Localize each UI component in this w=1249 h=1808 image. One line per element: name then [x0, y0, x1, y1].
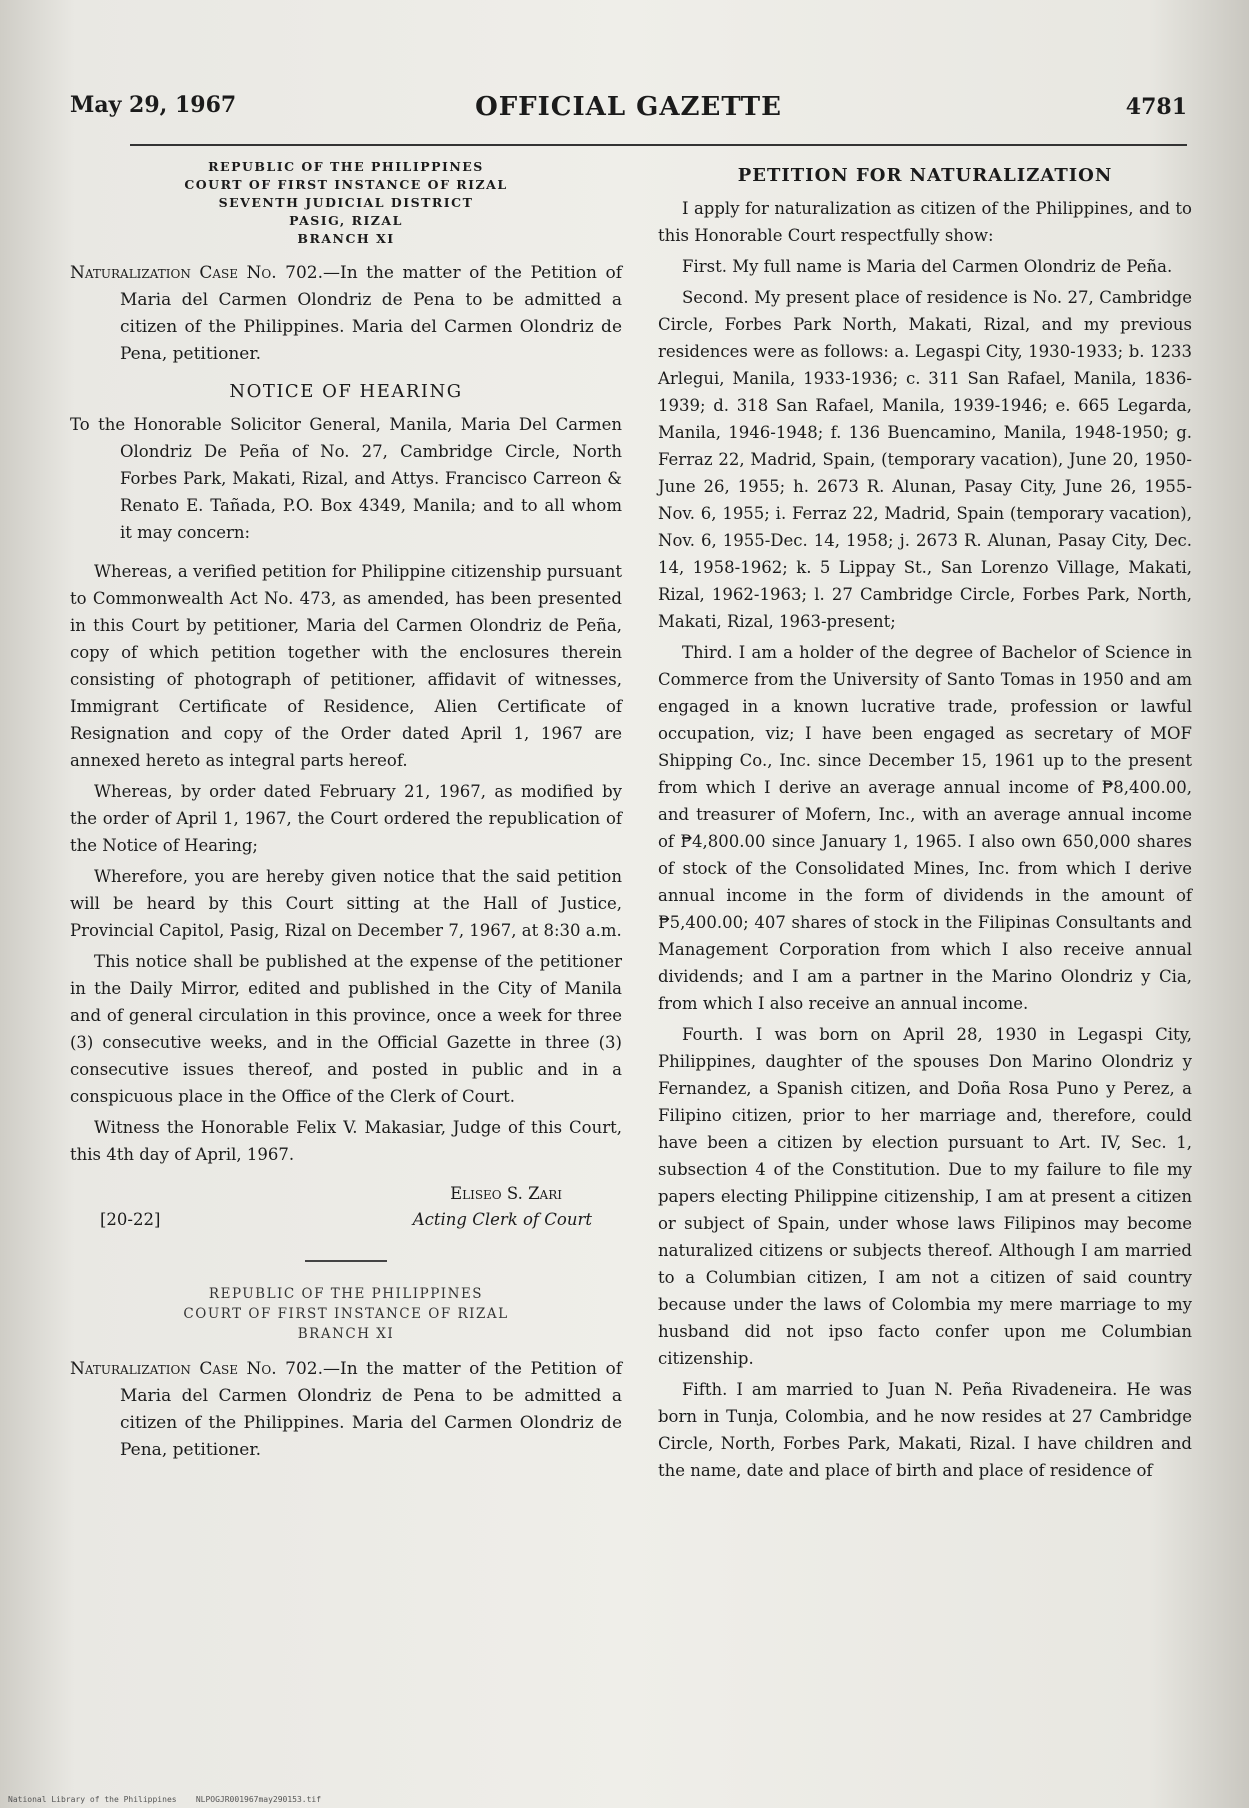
court-caption-1 — [70, 158, 622, 248]
case-label: Naturalization Case No. 702. — [70, 263, 323, 283]
header-rule — [130, 144, 1187, 146]
court-line: PASIG, RIZAL — [289, 213, 403, 228]
publication-ref: [20-22] — [100, 1210, 161, 1229]
court-line: BRANCH XI — [297, 1326, 395, 1342]
petition-paragraph: Fifth. I am married to Juan N. Peña Rivadeneira. He was born in Tunja, Colombia, and he now resides at 27 Cambridge Circle, North, Forbes Park, Makati, Rizal. I have children and the name, date and place of birth and place of residence of — [658, 1380, 1192, 1480]
case-caption-1 — [70, 260, 622, 368]
petition-paragraph: First. My full name is Maria del Carmen Olondriz de Peña. — [682, 257, 1173, 276]
case-caption-2 — [70, 1356, 622, 1464]
notice-paragraph: Witness the Honorable Felix V. Makasiar, Judge of this Court, this 4th day of April, 1967. — [70, 1118, 622, 1164]
signature-block — [70, 1180, 622, 1234]
petition-paragraph: Fourth. I was born on April 28, 1930 in Legaspi City, Philippines, daughter of the spouses Don Marino Olondriz y Fernandez, a Spanish citizen, and Doña Rosa Puno y Perez, a Filipino citizen, prior to her marriage and, therefore, could have been a citizen by election pursuant to Art. IV, Sec. 1, subsection 4 of the Constitution. Due to my failure to file my papers electing Philippine citizenship, I am at present a citizen or subject of Spain, under whose laws Filipinos may become naturalized citizens or subjects thereof. Although I am married to a Columbian citizen, I am not a citizen of said country because under the laws of Colombia my mere marriage to my husband did not ipso facto confer upon me Columbian citizenship. — [658, 1025, 1192, 1368]
notice-paragraph: This notice shall be published at the expense of the petitioner in the Daily Mirror, edited and published in the City of Manila and of general circulation in this province, once a week for three (3) consecutive weeks, and in the Official Gazette in three (3) consecutive issues thereof, and posted in public and in a conspicuous place in the Office of the Clerk of Court. — [70, 952, 622, 1106]
notice-paragraph: Whereas, a verified petition for Philippine citizenship pursuant to Commonwealth Act No. 473, as amended, has been presented in this Court by petitioner, Maria del Carmen Olondriz de Peña, copy of which petition together with the enclosures therein consisting of photograph of petitioner, affidavit of witnesses, Immigrant Certificate of Residence, Alien Certificate of Resignation and copy of the Order dated April 1, 1967 are annexed hereto as integral parts hereof. — [70, 562, 622, 770]
page-header — [70, 92, 1187, 132]
page-number: 4781 — [1125, 94, 1187, 120]
court-line: BRANCH XI — [297, 231, 395, 246]
court-line: SEVENTH JUDICIAL DISTRICT — [218, 195, 474, 210]
notice-address: To the Honorable Solicitor General, Manila, Maria Del Carmen Olondriz De Peña of No. 27, Cambridge Circle, North Forbes Park, Makati, Rizal, and Attys. Francisco Carreon & Renato E. Tañada, P.O. Box 4349, Manila; and to all whom it may concern: — [70, 415, 622, 542]
court-line: COURT OF FIRST INSTANCE OF RIZAL — [184, 177, 508, 192]
notice-paragraph: Wherefore, you are hereby given notice that the said petition will be heard by this Court sitting at the Hall of Justice, Provincial Capitol, Pasig, Rizal on December 7, 1967, at 8:30 a.m. — [70, 867, 622, 940]
clerk-name: Eliseo S. Zari — [450, 1184, 562, 1203]
court-line: COURT OF FIRST INSTANCE OF RIZAL — [183, 1306, 509, 1322]
petition-paragraph: Second. My present place of residence is No. 27, Cambridge Circle, Forbes Park North, Makati, Rizal, and my previous residences were as follows: a. Legaspi City, 1930-1933; b. 1233 Arlegui, Manila, 1933-1936; c. 311 San Rafael, Manila, 1836-1939; d. 318 San Rafael, Manila, 1939-1946; e. 665 Legarda, Manila, 1946-1948; f. 136 Buencamino, Manila, 1948-1950; g. Ferraz 22, Madrid, Spain, (temporary vacation), June 20, 1950-June 26, 1955; h. 2673 R. Alunan, Pasay City, June 26, 1955-Nov. 6, 1955; i. Ferraz 22, Madrid, Spain (temporary vacation), Nov. 6, 1955-Dec. 14, 1958; j. 2673 R. Alunan, Pasay City, Dec. 14, 1958-1962; k. 5 Lippay St., San Lorenzo Village, Makati, Rizal, 1962-1963; l. 27 Cambridge Circle, Forbes Park, North, Makati, Rizal, 1963-present; — [658, 288, 1192, 631]
clerk-title: Acting Clerk of Court — [412, 1210, 592, 1229]
case-text: —In the matter of the Petition of Maria del Carmen Olondriz de Pena to be admitted a citizen of the Philippines. Maria del Carmen Olondriz de Pena, petitioner. — [120, 1359, 622, 1460]
notice-title: NOTICE OF HEARING — [229, 381, 463, 402]
court-line: REPUBLIC OF THE PHILIPPINES — [208, 1286, 484, 1302]
case-label: Naturalization Case No. 702. — [70, 1359, 323, 1379]
section-divider — [305, 1260, 387, 1262]
case-text: —In the matter of the Petition of Maria del Carmen Olondriz de Pena to be admitted a citizen of the Philippines. Maria del Carmen Olondriz de Pena, petitioner. — [120, 263, 622, 364]
court-caption-2 — [70, 1284, 622, 1344]
right-column — [658, 158, 1192, 1484]
issue-date: May 29, 1967 — [70, 92, 237, 118]
notice-paragraph: Whereas, by order dated February 21, 1967, as modified by the order of April 1, 1967, the Court ordered the republication of the Notice of Hearing; — [70, 782, 622, 855]
court-line: REPUBLIC OF THE PHILIPPINES — [208, 159, 484, 174]
left-column — [70, 158, 622, 1464]
petition-intro: I apply for naturalization as citizen of the Philippines, and to this Honorable Court respectfully show: — [658, 199, 1192, 245]
publication-title: OFFICIAL GAZETTE — [475, 92, 782, 122]
scan-footer: National Library of the Philippines NLPOGJR001967may290153.tif — [8, 1795, 322, 1804]
petition-paragraph: Third. I am a holder of the degree of Bachelor of Science in Commerce from the University of Santo Tomas in 1950 and am engaged in a known lucrative trade, profession or lawful occupation, viz; I have been engaged as secretary of MOF Shipping Co., Inc. since December 15, 1961 up to the present from which I derive an average annual income of ₱8,400.00, and treasurer of Mofern, Inc., with an average annual income of ₱4,800.00 since January 1, 1965. I also own 650,000 shares of stock of the Consolidated Mines, Inc. from which I derive annual income in the form of dividends in the amount of ₱5,400.00; 407 shares of stock in the Filipinas Consultants and Management Corporation from which I also receive annual dividends; and I am a partner in the Marino Olondriz y Cia, from which I also receive an annual income. — [658, 643, 1192, 1013]
petition-title: PETITION FOR NATURALIZATION — [737, 165, 1113, 186]
